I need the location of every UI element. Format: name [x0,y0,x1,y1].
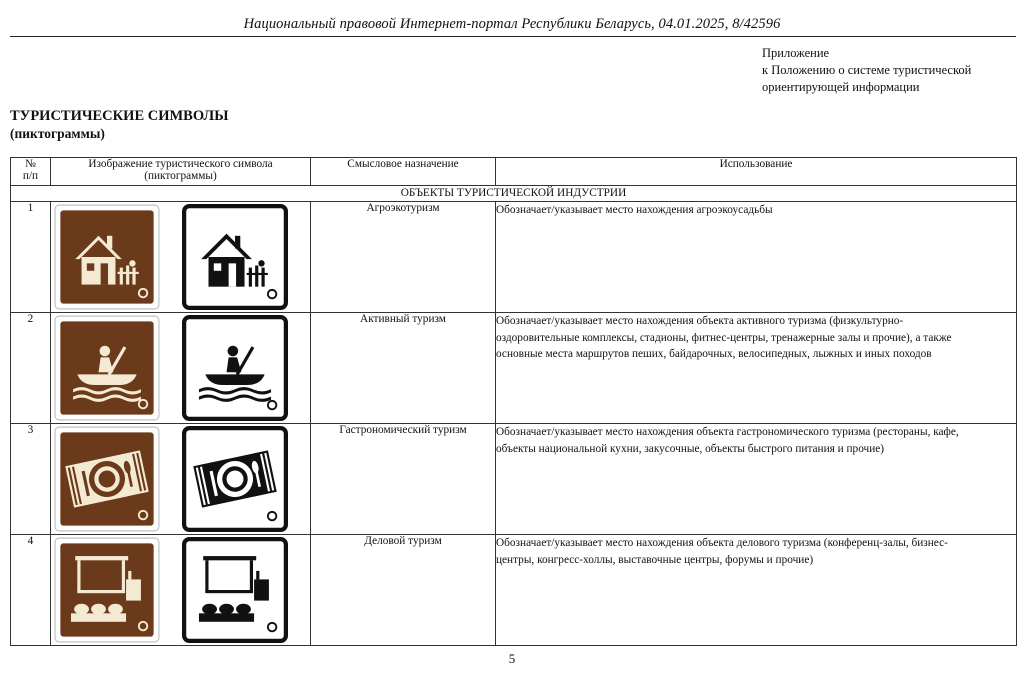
kayak-icon [54,315,160,421]
row-meaning: Гастрономический туризм [311,424,496,535]
row-meaning: Агроэкотуризм [311,202,496,313]
pictogram-cell [51,313,311,424]
table-header-row [11,158,1017,186]
table-row [11,424,1017,535]
pictogram-cell [51,202,311,313]
appendix-line: ориентирующей информации [762,80,920,94]
document-title: ТУРИСТИЧЕСКИЕ СИМВОЛЫ [10,108,229,124]
header-number-line: п/п [22,170,39,182]
appendix-note [762,45,971,96]
pictogram-cell [51,535,311,646]
document-subtitle: (пиктограммы) [10,126,105,141]
table-row [11,313,1017,424]
row-number: 3 [11,424,51,535]
usage-line: основные места маршрутов пеших, байдарочных, велосипедных, лыжных и иных походов [496,348,932,360]
usage-line: объекты национальной кухни, закусочные, объекты быстрого питания и прочие) [496,442,885,455]
section-heading: ОБЪЕКТЫ ТУРИСТИЧЕСКОЙ ИНДУСТРИИ [11,186,1017,202]
section-row [11,186,1017,202]
table-row [11,535,1017,646]
row-usage [496,535,1017,646]
row-meaning: Активный туризм [311,313,496,424]
conference-icon [182,537,288,643]
agro-house-icon [182,204,288,310]
usage-line: Обозначает/указывает место нахождения объекта гастрономического туризма (рестораны, кафе, [496,426,959,438]
row-usage [496,202,1017,313]
row-meaning: Деловой туризм [311,535,496,646]
portal-header: Национальный правовой Интернет-портал Республики Беларусь, 04.01.2025, 8/42596 [243,16,781,32]
usage-line: Обозначает/указывает место нахождения объекта активного туризма (физкультурно- [496,315,904,327]
header-number-line: № [25,158,36,170]
page-number: 5 [508,651,516,666]
header-divider [10,36,1016,37]
appendix-line: Приложение [762,46,830,60]
header-usage: Использование [496,158,1017,186]
header-meaning: Смысловое назначение [311,158,496,186]
row-number: 2 [11,313,51,424]
row-usage [496,424,1017,535]
conference-icon [54,537,160,643]
appendix-line: к Положению о системе туристической [762,63,972,77]
usage-line: центры, конгресс-холлы, выставочные центры, форумы и прочие) [496,553,814,566]
header-number [11,158,51,186]
row-number: 1 [11,202,51,313]
header-image-line: Изображение туристического символа [88,158,273,170]
header-image [51,158,311,186]
usage-line: оздоровительные комплексы, стадионы, фитнес-центры, тренажерные залы и прочие), а также [496,331,952,344]
pictogram-cell [51,424,311,535]
row-number: 4 [11,535,51,646]
kayak-icon [182,315,288,421]
row-usage [496,313,1017,424]
plate-cutlery-icon [54,426,160,532]
usage-line: Обозначает/указывает место нахождения агроэкоусадьбы [496,204,773,216]
plate-cutlery-icon [182,426,288,532]
header-image-line: (пиктограммы) [144,170,217,182]
agro-house-icon [54,204,160,310]
usage-line: Обозначает/указывает место нахождения объекта делового туризма (конференц-залы, бизнес- [496,537,948,549]
table-row [11,202,1017,313]
pictogram-table [10,157,1017,646]
